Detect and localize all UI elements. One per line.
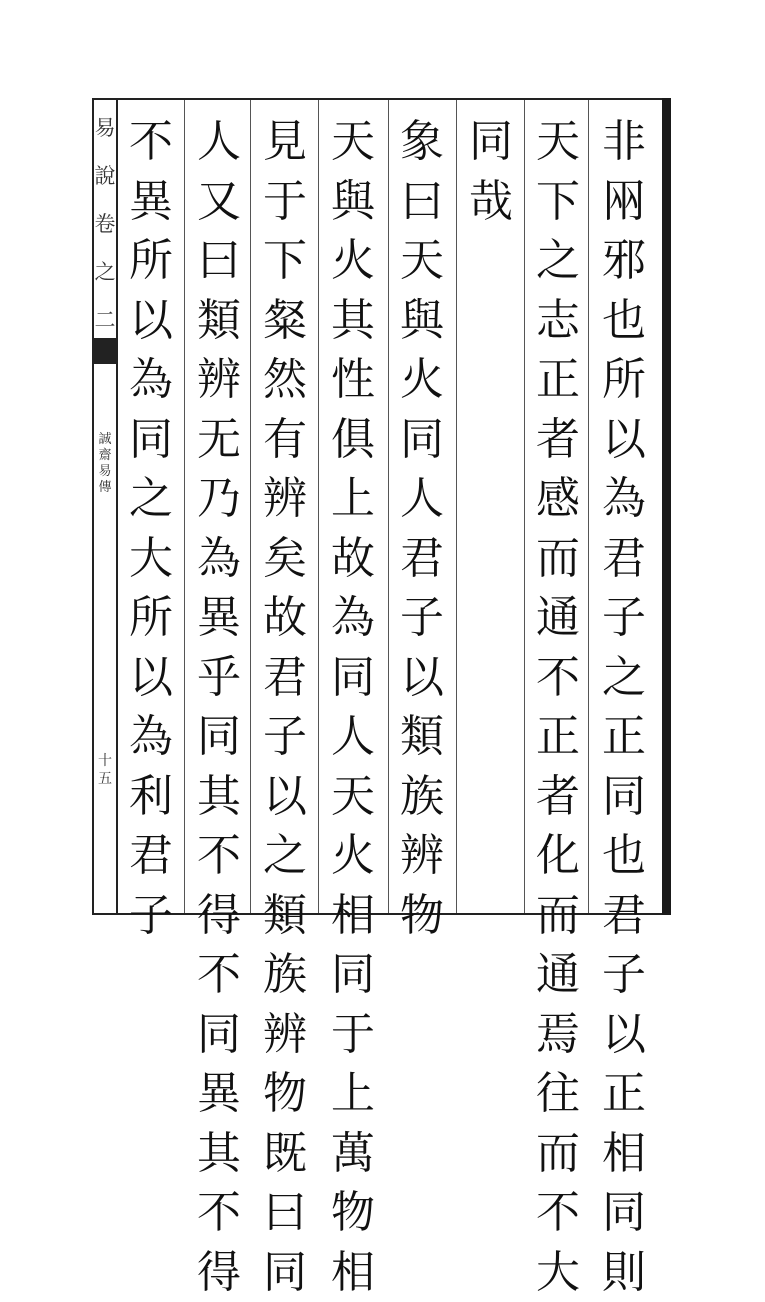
character: 君 bbox=[591, 886, 657, 946]
character: 非 bbox=[591, 112, 657, 172]
character: 粲 bbox=[252, 291, 318, 351]
character: 不 bbox=[186, 945, 252, 1005]
character: 也 bbox=[591, 291, 657, 351]
character: 下 bbox=[525, 172, 591, 232]
character: 之 bbox=[118, 469, 184, 529]
character: 相 bbox=[320, 886, 386, 946]
character: 不 bbox=[525, 1183, 591, 1243]
character: 君 bbox=[591, 529, 657, 589]
character: 天 bbox=[389, 231, 455, 291]
character: 人 bbox=[186, 112, 252, 172]
character: 正 bbox=[525, 350, 591, 410]
character: 人 bbox=[320, 707, 386, 767]
character: 大 bbox=[525, 1243, 591, 1302]
character: 同 bbox=[320, 648, 386, 708]
character: 為 bbox=[320, 588, 386, 648]
text-column-3 bbox=[458, 112, 524, 912]
character: 不 bbox=[186, 826, 252, 886]
character: 哉 bbox=[458, 172, 524, 232]
character: 上 bbox=[320, 469, 386, 529]
text-column-5 bbox=[320, 112, 386, 912]
frame-top-border bbox=[92, 98, 670, 100]
character: 辨 bbox=[389, 826, 455, 886]
character: 天 bbox=[525, 112, 591, 172]
character: 辨 bbox=[252, 1005, 318, 1065]
character: 上 bbox=[320, 1064, 386, 1124]
character: 為 bbox=[118, 350, 184, 410]
character: 下 bbox=[252, 231, 318, 291]
character: 同 bbox=[389, 410, 455, 470]
character: 天 bbox=[320, 112, 386, 172]
frame-right-border bbox=[662, 98, 671, 915]
character: 異 bbox=[186, 1064, 252, 1124]
character: 五 bbox=[94, 770, 116, 788]
character: 君 bbox=[252, 648, 318, 708]
margin-page-number bbox=[94, 752, 116, 788]
character: 族 bbox=[389, 767, 455, 827]
character: 以 bbox=[118, 291, 184, 351]
character: 之 bbox=[252, 826, 318, 886]
character: 子 bbox=[389, 588, 455, 648]
character: 而 bbox=[525, 886, 591, 946]
character: 性 bbox=[320, 350, 386, 410]
character: 通 bbox=[525, 588, 591, 648]
character: 得 bbox=[186, 1243, 252, 1302]
text-column-8 bbox=[118, 112, 184, 912]
character: 无 bbox=[186, 410, 252, 470]
character: 以 bbox=[591, 410, 657, 470]
character: 易 bbox=[94, 104, 116, 152]
character: 為 bbox=[118, 707, 184, 767]
character: 有 bbox=[252, 410, 318, 470]
character: 異 bbox=[186, 588, 252, 648]
character: 正 bbox=[591, 1064, 657, 1124]
column-separator bbox=[184, 100, 185, 913]
character: 于 bbox=[252, 172, 318, 232]
character: 子 bbox=[118, 886, 184, 946]
character: 所 bbox=[118, 588, 184, 648]
character: 相 bbox=[320, 1243, 386, 1302]
text-column-6 bbox=[252, 112, 318, 912]
text-column-7 bbox=[186, 112, 252, 912]
character: 俱 bbox=[320, 410, 386, 470]
character: 為 bbox=[591, 469, 657, 529]
character: 異 bbox=[118, 172, 184, 232]
character: 于 bbox=[320, 1005, 386, 1065]
character: 不 bbox=[118, 112, 184, 172]
character: 見 bbox=[252, 112, 318, 172]
character: 則 bbox=[591, 1243, 657, 1302]
character: 得 bbox=[186, 886, 252, 946]
character: 同 bbox=[320, 945, 386, 1005]
character: 象 bbox=[389, 112, 455, 172]
character: 物 bbox=[320, 1183, 386, 1243]
character: 火 bbox=[320, 826, 386, 886]
character: 往 bbox=[525, 1064, 591, 1124]
character: 也 bbox=[591, 826, 657, 886]
character: 同 bbox=[458, 112, 524, 172]
character: 族 bbox=[252, 945, 318, 1005]
character: 者 bbox=[525, 410, 591, 470]
character: 十 bbox=[94, 752, 116, 770]
character: 子 bbox=[591, 945, 657, 1005]
character: 同 bbox=[591, 767, 657, 827]
character: 為 bbox=[186, 529, 252, 589]
character: 辨 bbox=[186, 350, 252, 410]
character: 同 bbox=[186, 1005, 252, 1065]
character: 感 bbox=[525, 469, 591, 529]
character: 故 bbox=[320, 529, 386, 589]
text-column-2 bbox=[525, 112, 591, 912]
column-separator bbox=[456, 100, 457, 913]
character: 類 bbox=[252, 886, 318, 946]
character: 而 bbox=[525, 1124, 591, 1184]
character: 以 bbox=[252, 767, 318, 827]
character: 與 bbox=[320, 172, 386, 232]
character: 乎 bbox=[186, 648, 252, 708]
character: 通 bbox=[525, 945, 591, 1005]
character: 人 bbox=[389, 469, 455, 529]
character: 傳 bbox=[94, 480, 116, 496]
character: 齋 bbox=[94, 448, 116, 464]
character: 與 bbox=[389, 291, 455, 351]
text-column-1 bbox=[591, 112, 657, 912]
character: 其 bbox=[186, 1124, 252, 1184]
character: 正 bbox=[525, 707, 591, 767]
character: 辨 bbox=[252, 469, 318, 529]
character: 不 bbox=[525, 648, 591, 708]
character: 正 bbox=[591, 707, 657, 767]
margin-fishtail-mark bbox=[94, 338, 116, 364]
character: 天 bbox=[320, 767, 386, 827]
character: 者 bbox=[525, 767, 591, 827]
character: 故 bbox=[252, 588, 318, 648]
character: 易 bbox=[94, 464, 116, 480]
character: 誠 bbox=[94, 432, 116, 448]
text-column-4 bbox=[389, 112, 455, 912]
character: 利 bbox=[118, 767, 184, 827]
character: 之 bbox=[525, 231, 591, 291]
character: 同 bbox=[186, 707, 252, 767]
character: 二 bbox=[94, 296, 116, 344]
character: 所 bbox=[118, 231, 184, 291]
character: 之 bbox=[94, 248, 116, 296]
character: 物 bbox=[389, 886, 455, 946]
character: 乃 bbox=[186, 469, 252, 529]
character: 說 bbox=[94, 152, 116, 200]
character: 大 bbox=[118, 529, 184, 589]
character: 卷 bbox=[94, 200, 116, 248]
character: 曰 bbox=[389, 172, 455, 232]
character: 所 bbox=[591, 350, 657, 410]
character: 其 bbox=[186, 767, 252, 827]
column-separator bbox=[318, 100, 319, 913]
character: 同 bbox=[118, 410, 184, 470]
character: 既 bbox=[252, 1124, 318, 1184]
character: 志 bbox=[525, 291, 591, 351]
character: 曰 bbox=[186, 231, 252, 291]
character: 以 bbox=[591, 1005, 657, 1065]
character: 邪 bbox=[591, 231, 657, 291]
character: 子 bbox=[252, 707, 318, 767]
character: 㒳 bbox=[591, 172, 657, 232]
character: 火 bbox=[389, 350, 455, 410]
character: 相 bbox=[591, 1124, 657, 1184]
character: 子 bbox=[591, 588, 657, 648]
margin-book-title bbox=[94, 104, 116, 344]
character: 曰 bbox=[252, 1183, 318, 1243]
character: 而 bbox=[525, 529, 591, 589]
character: 物 bbox=[252, 1064, 318, 1124]
character: 同 bbox=[252, 1243, 318, 1302]
character: 矣 bbox=[252, 529, 318, 589]
character: 君 bbox=[118, 826, 184, 886]
character: 其 bbox=[320, 291, 386, 351]
character: 然 bbox=[252, 350, 318, 410]
character: 以 bbox=[118, 648, 184, 708]
character: 類 bbox=[389, 707, 455, 767]
character: 萬 bbox=[320, 1124, 386, 1184]
character: 君 bbox=[389, 529, 455, 589]
character: 類 bbox=[186, 291, 252, 351]
character: 焉 bbox=[525, 1005, 591, 1065]
character: 又 bbox=[186, 172, 252, 232]
character: 火 bbox=[320, 231, 386, 291]
character: 之 bbox=[591, 648, 657, 708]
character: 不 bbox=[186, 1183, 252, 1243]
character: 同 bbox=[591, 1183, 657, 1243]
margin-source-title bbox=[94, 432, 116, 496]
character: 化 bbox=[525, 826, 591, 886]
character: 以 bbox=[389, 648, 455, 708]
